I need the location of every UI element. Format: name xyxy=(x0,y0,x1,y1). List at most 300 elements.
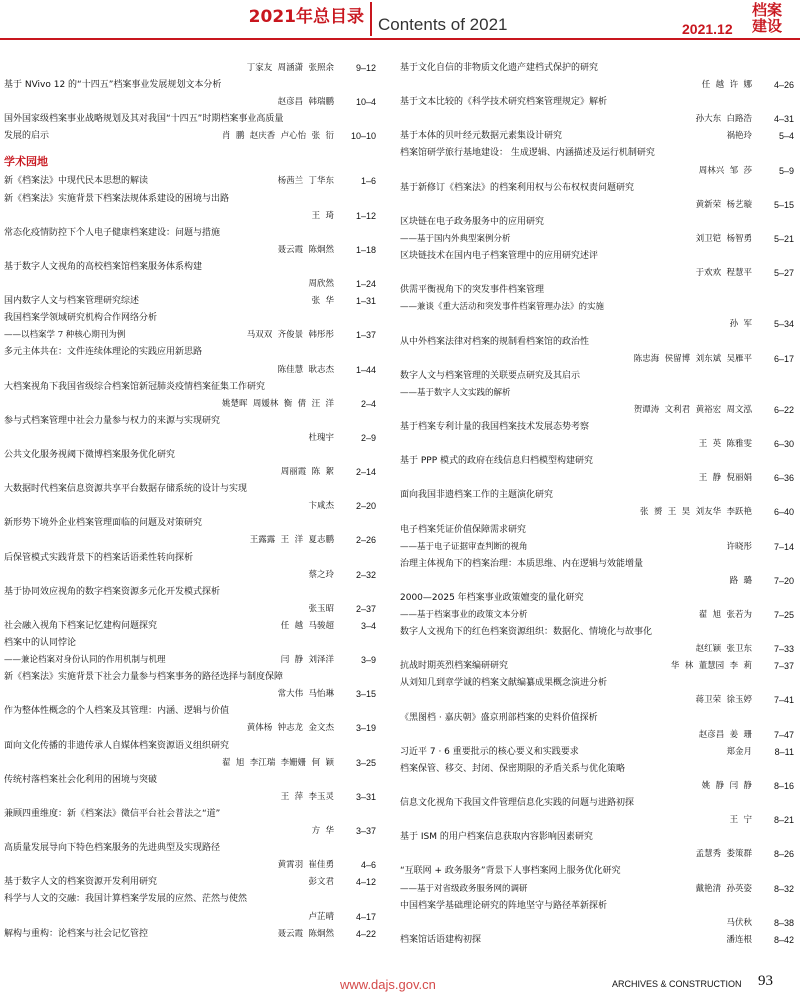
toc-entry-line xyxy=(4,77,376,94)
article-authors xyxy=(752,675,760,692)
article-title: 后保管模式实践背景下的档案话语柔性转向探析 xyxy=(4,552,194,563)
article-authors xyxy=(334,669,342,686)
article-authors: 闫 静 刘泽洋 xyxy=(280,655,334,666)
toc-entry-line xyxy=(400,282,794,299)
article-page: 3–19 xyxy=(355,723,376,734)
article-page: 1–18 xyxy=(355,244,376,255)
article-page: 1–44 xyxy=(355,364,376,375)
toc-entry-line xyxy=(400,812,794,829)
article-title: 公共文化服务视阈下微博档案服务优化研究 xyxy=(4,449,176,460)
toc-entry-line xyxy=(4,618,376,635)
article-page xyxy=(760,214,794,231)
toc-entry-line xyxy=(4,669,376,686)
article-authors: 王 萍 李玉灵 xyxy=(280,791,334,802)
article-title: 大档案视角下我国省级综合档案馆新冠肺炎疫情档案征集工作研究 xyxy=(4,381,266,392)
article-authors xyxy=(752,761,760,778)
article-page xyxy=(760,385,794,402)
article-title: 区块链在电子政务服务中的应用研究 xyxy=(400,216,545,227)
article-authors xyxy=(334,772,342,789)
article-page xyxy=(342,77,376,94)
toc-entry-line xyxy=(4,413,376,430)
toc-entry-line xyxy=(4,208,376,225)
article-page xyxy=(760,487,794,504)
article-page: 4–12 xyxy=(355,877,376,888)
article-title: 习近平 7 · 6 重要批示的核心要义和实践要求 xyxy=(400,746,579,757)
toc-entry-line xyxy=(4,111,376,128)
article-title: 国外国家级档案事业战略规划及其对我国“十四五”时期档案事业高质量 xyxy=(4,114,284,125)
article-title: 社会融入视角下档案记忆建构问题探究 xyxy=(4,620,158,631)
article-subtitle: ——基于电子证据审查判断的视角 xyxy=(400,541,528,552)
article-page: 7–33 xyxy=(773,644,794,655)
article-authors xyxy=(752,898,760,915)
article-title: 基于档案专利计量的我国档案技术发展态势考察 xyxy=(400,421,590,432)
article-title: 传统村落档案社会化利用的困境与突破 xyxy=(4,774,158,785)
article-page xyxy=(760,795,794,812)
article-page xyxy=(342,225,376,242)
article-page: 3–4 xyxy=(360,620,376,631)
article-authors: 王 宁 xyxy=(729,815,752,826)
article-authors: 孙大东 白路浩 xyxy=(695,114,752,125)
toc-entry-line xyxy=(400,504,794,521)
toc-entry-line xyxy=(400,94,794,111)
toc-entry-line xyxy=(400,180,794,197)
article-page xyxy=(760,556,794,573)
article-page xyxy=(342,772,376,789)
article-page: 2–26 xyxy=(355,535,376,546)
toc-entry-line xyxy=(400,299,794,316)
article-page: 2–20 xyxy=(355,501,376,512)
toc-entry-line xyxy=(4,310,376,327)
article-authors xyxy=(334,413,342,430)
article-subtitle: ——基于国内外典型案例分析 xyxy=(400,233,511,244)
article-page: 4–31 xyxy=(773,114,794,125)
article-authors: 姚 静 闫 静 xyxy=(701,780,752,791)
toc-entry-line xyxy=(400,863,794,880)
toc-entry-line xyxy=(4,635,376,652)
article-page: 4–26 xyxy=(773,80,794,91)
toc-entry-line xyxy=(4,823,376,840)
toc-entry-line xyxy=(400,846,794,863)
article-authors xyxy=(752,299,760,316)
article-authors: 卞咸杰 xyxy=(308,501,334,512)
article-page: 1–37 xyxy=(355,330,376,341)
toc-entry-line xyxy=(400,932,794,949)
article-page: 8–26 xyxy=(773,849,794,860)
article-page: 10–10 xyxy=(350,131,376,142)
article-authors: 陈忠海 侯留博 刘东斌 吴雁平 xyxy=(633,353,752,364)
toc-entry-line xyxy=(4,532,376,549)
article-title: 大数据时代档案信息资源共享平台数据存储系统的设计与实现 xyxy=(4,484,248,495)
article-authors xyxy=(752,829,760,846)
article-authors xyxy=(334,891,342,908)
article-page: 8–16 xyxy=(773,780,794,791)
toc-entry-line xyxy=(400,419,794,436)
toc-entry-line xyxy=(400,795,794,812)
article-page xyxy=(342,191,376,208)
article-authors: 马伏秋 xyxy=(726,917,752,928)
article-authors: 任 越 许 娜 xyxy=(701,80,752,91)
article-page: 2–37 xyxy=(355,603,376,614)
article-page xyxy=(342,806,376,823)
toc-entry-line xyxy=(4,550,376,567)
toc-entry-line xyxy=(4,498,376,515)
article-page xyxy=(760,829,794,846)
toc-entry-line xyxy=(400,265,794,282)
article-page: 1–24 xyxy=(355,279,376,290)
article-authors: 杨茜兰 丁华东 xyxy=(277,176,334,187)
article-authors: 蔡之玲 xyxy=(308,569,334,580)
article-authors: 马双双 齐俊景 韩彤彤 xyxy=(246,330,334,341)
toc-entry-line xyxy=(400,915,794,932)
article-authors xyxy=(334,550,342,567)
article-authors: 姚楚晖 周媛林 衡 倩 汪 洋 xyxy=(221,398,334,409)
article-authors: 任 越 马骏超 xyxy=(280,620,334,631)
article-authors: 聂云霞 陈炯然 xyxy=(277,244,334,255)
article-authors: 方 华 xyxy=(311,826,334,837)
article-page: 2–14 xyxy=(355,467,376,478)
toc-entry-line xyxy=(400,453,794,470)
article-title: 《黑图档 · 嘉庆朝》盛京刑部档案的史料价值探析 xyxy=(400,712,598,723)
article-authors: 赵红颖 张卫东 xyxy=(695,644,752,655)
toc-entry-line xyxy=(400,658,794,675)
article-authors: 常大伟 马怡琳 xyxy=(277,689,334,700)
article-title: 档案馆话语建构初探 xyxy=(400,934,482,945)
article-authors: 许晓彤 xyxy=(726,541,752,552)
article-authors xyxy=(334,344,342,361)
article-authors xyxy=(752,624,760,641)
article-title: 我国档案学领域研究机构合作网络分析 xyxy=(4,313,158,324)
article-page: 5–15 xyxy=(773,199,794,210)
toc-entry-line xyxy=(4,293,376,310)
article-page: 8–42 xyxy=(773,934,794,945)
article-page xyxy=(760,522,794,539)
article-page: 5–9 xyxy=(778,165,794,176)
article-page: 6–36 xyxy=(773,473,794,484)
article-authors xyxy=(752,522,760,539)
article-authors: 聂云霞 陈炯然 xyxy=(277,928,334,939)
article-authors xyxy=(752,214,760,231)
article-page: 3–37 xyxy=(355,826,376,837)
article-authors xyxy=(752,334,760,351)
article-page: 1–31 xyxy=(355,296,376,307)
article-title: 供需平衡视角下的突发事件档案管理 xyxy=(400,285,545,296)
toc-entry-line xyxy=(4,242,376,259)
article-authors xyxy=(752,248,760,265)
toc-entry-line xyxy=(400,145,794,162)
article-authors xyxy=(752,453,760,470)
toc-entry-line xyxy=(4,362,376,379)
article-title: 发展的启示 xyxy=(4,131,50,142)
toc-right-column xyxy=(400,60,794,949)
article-subtitle: ——基于档案事业的政策文本分析 xyxy=(400,610,528,620)
toc-entry-line xyxy=(400,881,794,898)
article-page xyxy=(760,419,794,436)
toc-entry-line xyxy=(400,744,794,761)
article-authors xyxy=(334,806,342,823)
article-page: 4–22 xyxy=(355,928,376,939)
article-title: 新《档案法》实施背景下档案法规体系建设的困境与出路 xyxy=(4,193,230,204)
footer-journal-name: ARCHIVES & CONSTRUCTION xyxy=(612,979,742,989)
article-subtitle: ——以档案学 7 种核心期刊为例 xyxy=(4,330,126,341)
article-authors: 周林兴 邹 莎 xyxy=(698,165,752,176)
article-subtitle: ——基于数字人文实践的解析 xyxy=(400,387,511,398)
article-authors: 丁家友 周涵潇 张照余 xyxy=(246,63,334,73)
article-authors xyxy=(334,481,342,498)
article-page xyxy=(760,180,794,197)
article-authors: 肖 鹏 赵庆香 卢心怡 张 衍 xyxy=(221,131,334,142)
article-title: “互联网 + 政务服务”背景下人事档案网上服务优化研究 xyxy=(400,866,621,877)
toc-entry-line xyxy=(400,77,794,94)
article-title: 基于协同效应视角的数字档案资源多元化开发模式探析 xyxy=(4,586,221,597)
article-authors xyxy=(752,282,760,299)
article-title: 基于 NVivo 12 的“十四五”档案事业发展规划文本分析 xyxy=(4,80,222,91)
article-page xyxy=(342,515,376,532)
article-page: 3–9 xyxy=(360,655,376,666)
toc-entry-line xyxy=(400,675,794,692)
toc-entry-line xyxy=(400,641,794,658)
header-title-en: Contents of 2021 xyxy=(378,15,508,34)
toc-entry-line xyxy=(400,111,794,128)
article-authors: 蒋卫荣 徐玉婷 xyxy=(695,695,752,706)
toc-entry-line xyxy=(4,806,376,823)
toc-entry-line xyxy=(4,567,376,584)
article-title: 中国档案学基础理论研究的阵地坚守与路径革新探析 xyxy=(400,900,608,911)
article-authors xyxy=(334,77,342,94)
toc-entry-line xyxy=(400,487,794,504)
toc-entry-line xyxy=(400,624,794,641)
article-title: 常态化疫情防控下个人电子健康档案建设：问题与措施 xyxy=(4,227,221,238)
toc-entry-line xyxy=(4,686,376,703)
article-authors xyxy=(334,635,342,652)
toc-entry-line xyxy=(4,94,376,111)
footer-url: www.dajs.gov.cn xyxy=(340,977,436,992)
article-page: 4–6 xyxy=(360,860,376,871)
article-authors: 赵彦昌 姜 珊 xyxy=(698,729,752,740)
article-page xyxy=(760,590,794,607)
article-page xyxy=(760,60,794,77)
article-authors: 黄霄羽 崔佳勇 xyxy=(277,860,334,871)
article-authors xyxy=(752,180,760,197)
article-page xyxy=(342,891,376,908)
article-authors: 王 琦 xyxy=(311,210,334,221)
article-authors: 刘卫铠 杨智勇 xyxy=(695,233,752,244)
article-title: 面向我国非遗档案工作的主题演化研究 xyxy=(400,490,554,501)
article-page xyxy=(342,310,376,327)
article-authors xyxy=(752,60,760,77)
article-title: 从刘知几到章学诚的档案文献编纂成果概念演进分析 xyxy=(400,678,608,689)
article-authors xyxy=(752,863,760,880)
article-page xyxy=(342,738,376,755)
toc-entry-line xyxy=(400,214,794,231)
toc-entry-line xyxy=(4,857,376,874)
toc-entry-line xyxy=(4,772,376,789)
article-authors: 卢芷晴 xyxy=(308,911,334,922)
article-title: 基于数字人文视角的高校档案馆档案服务体系构建 xyxy=(4,261,203,272)
article-authors xyxy=(752,795,760,812)
article-authors xyxy=(752,590,760,607)
toc-entry-line xyxy=(4,447,376,464)
article-title: 新《档案法》中现代民本思想的解读 xyxy=(4,176,149,187)
article-title: 档案馆研学旅行基地建设： 生成逻辑、内涵描述及运行机制研究 xyxy=(400,148,655,159)
toc-entry-line xyxy=(4,789,376,806)
article-page xyxy=(342,703,376,720)
article-page: 5–34 xyxy=(773,319,794,330)
article-page xyxy=(760,453,794,470)
toc-entry-line xyxy=(400,607,794,624)
article-page xyxy=(342,344,376,361)
article-title: 解构与重构：论档案与社会记忆管控 xyxy=(4,928,149,939)
article-page: 1–6 xyxy=(360,176,376,187)
article-subtitle: ——基于对省级政务服务网的调研 xyxy=(400,883,528,894)
footer-page-number: 93 xyxy=(758,973,773,989)
article-authors xyxy=(752,94,760,111)
toc-entry-line xyxy=(4,173,376,190)
toc-entry-line xyxy=(4,481,376,498)
article-page: 2–32 xyxy=(355,569,376,580)
article-title: 国内数字人文与档案管理研究综述 xyxy=(4,296,140,307)
toc-entry-line xyxy=(400,778,794,795)
article-authors xyxy=(752,145,760,162)
article-title: 科学与人文的交融：我国计算档案学发展的应然、茫然与使然 xyxy=(4,894,248,905)
article-page xyxy=(342,584,376,601)
toc-entry-line xyxy=(4,515,376,532)
article-authors: 张 华 xyxy=(311,296,334,307)
article-page xyxy=(760,624,794,641)
article-title: 作为整体性概念的个人档案及其管理：内涵、逻辑与价值 xyxy=(4,706,230,717)
header-divider xyxy=(370,2,372,36)
article-title: 基于本体的贝叶经元数据元素集设计研究 xyxy=(400,131,563,142)
article-page xyxy=(342,669,376,686)
toc-entry-line xyxy=(400,556,794,573)
toc-entry-line xyxy=(400,573,794,590)
article-authors xyxy=(752,710,760,727)
toc-entry-line xyxy=(4,703,376,720)
article-title: 电子档案凭证价值保障需求研究 xyxy=(400,524,527,535)
article-page xyxy=(342,481,376,498)
article-title: 数字人文与档案管理的关联要点研究及其启示 xyxy=(400,370,581,381)
article-authors xyxy=(334,840,342,857)
article-authors: 孙 军 xyxy=(729,319,752,330)
article-authors: 黄新荣 杨艺璇 xyxy=(695,199,752,210)
article-page: 7–20 xyxy=(773,575,794,586)
article-page: 6–22 xyxy=(773,404,794,415)
article-page xyxy=(760,334,794,351)
article-page: 9–12 xyxy=(355,63,376,73)
article-page: 7–47 xyxy=(773,729,794,740)
toc-entry-line xyxy=(400,231,794,248)
article-page xyxy=(760,282,794,299)
article-authors xyxy=(334,111,342,128)
toc-entry-line xyxy=(4,259,376,276)
article-page xyxy=(342,259,376,276)
toc-entry-line xyxy=(4,584,376,601)
article-title: 档案中的认同悖论 xyxy=(4,638,77,648)
article-page: 3–25 xyxy=(355,757,376,768)
logo-line-1: 档案 xyxy=(751,1,782,19)
article-page xyxy=(760,299,794,316)
article-authors: 张玉昭 xyxy=(308,603,334,614)
article-page: 2–9 xyxy=(360,432,376,443)
article-authors xyxy=(334,703,342,720)
article-authors: 王露露 王 洋 夏志鹏 xyxy=(249,535,334,546)
section-heading: 学术园地 xyxy=(4,155,48,169)
article-authors: 孟慧秀 娄策群 xyxy=(695,849,752,860)
article-page: 7–14 xyxy=(773,541,794,552)
article-authors: 王 静 倪丽娟 xyxy=(698,473,752,484)
article-title: 基于文化自信的非物质文化遗产建档式保护的研究 xyxy=(400,63,599,73)
article-authors xyxy=(334,515,342,532)
article-authors: 黄体杨 钟志龙 金文杰 xyxy=(246,723,334,734)
article-authors: 华 林 董慧园 李 莉 xyxy=(670,661,752,672)
article-page xyxy=(760,710,794,727)
toc-entry-line xyxy=(4,327,376,344)
toc-entry-line xyxy=(4,755,376,772)
article-authors: 路 璐 xyxy=(729,575,752,586)
toc-left-column xyxy=(4,60,376,943)
article-authors: 于欢欢 程慧平 xyxy=(695,268,752,279)
toc-entry-line xyxy=(4,909,376,926)
toc-entry-line xyxy=(400,829,794,846)
article-page: 4–17 xyxy=(355,911,376,922)
toc-entry-line xyxy=(4,926,376,943)
article-title: 区块链技术在国内电子档案管理中的应用研究述评 xyxy=(400,251,599,262)
article-authors xyxy=(334,191,342,208)
article-page: 8–21 xyxy=(773,815,794,826)
article-authors: 王 英 陈雅雯 xyxy=(698,439,752,450)
article-authors xyxy=(334,225,342,242)
article-page: 8–38 xyxy=(773,917,794,928)
article-authors xyxy=(752,556,760,573)
article-page: 6–17 xyxy=(773,353,794,364)
toc-entry-line xyxy=(4,344,376,361)
article-page xyxy=(342,635,376,652)
article-authors xyxy=(334,738,342,755)
toc-entry-line xyxy=(4,840,376,857)
toc-entry-line xyxy=(400,727,794,744)
article-title: 抗战时期英烈档案编研研究 xyxy=(400,661,509,672)
article-page: 8–11 xyxy=(774,746,794,757)
toc-entry-line xyxy=(4,60,376,77)
article-page xyxy=(760,145,794,162)
article-authors: 戴艳清 孙英姿 xyxy=(695,883,752,894)
article-authors: 张 赟 王 昊 刘友华 李跃艳 xyxy=(639,507,752,518)
article-authors: 贺谭涛 文利君 黄裕宏 周文泓 xyxy=(633,404,752,415)
article-title: 基于数字人文的档案资源开发利用研究 xyxy=(4,877,158,888)
toc-entry-line xyxy=(4,128,376,145)
article-authors: 翟 旭 张若为 xyxy=(698,610,752,620)
article-title: 面向文化传播的非遗传承人自媒体档案资源语义组织研究 xyxy=(4,740,230,751)
toc-entry-line xyxy=(400,761,794,778)
article-title: 档案保管、移交、封闭、保密期限的矛盾关系与优化策略 xyxy=(400,763,626,774)
toc-entry-line xyxy=(4,396,376,413)
article-authors: 彭文君 xyxy=(308,877,334,888)
article-title: 基于 PPP 模式的政府在线信息归档模型构建研究 xyxy=(400,456,594,467)
toc-entry-line xyxy=(400,334,794,351)
article-page: 7–37 xyxy=(773,661,794,672)
article-page: 2–4 xyxy=(360,398,376,409)
article-title: 多元主体共在：文件连续体理论的实践应用新思路 xyxy=(4,347,203,358)
article-title: 新《档案法》实施背景下社会力量参与档案事务的路径选择与制度保障 xyxy=(4,672,284,683)
article-page xyxy=(342,447,376,464)
article-page: 7–41 xyxy=(773,695,794,706)
toc-entry-line xyxy=(4,891,376,908)
article-authors: 周欣然 xyxy=(308,279,334,290)
article-authors xyxy=(334,259,342,276)
header-rule xyxy=(0,38,800,40)
article-authors: 陈佳慧 耿志杰 xyxy=(277,364,334,375)
article-page: 7–25 xyxy=(773,610,794,620)
article-page: 5–21 xyxy=(773,233,794,244)
